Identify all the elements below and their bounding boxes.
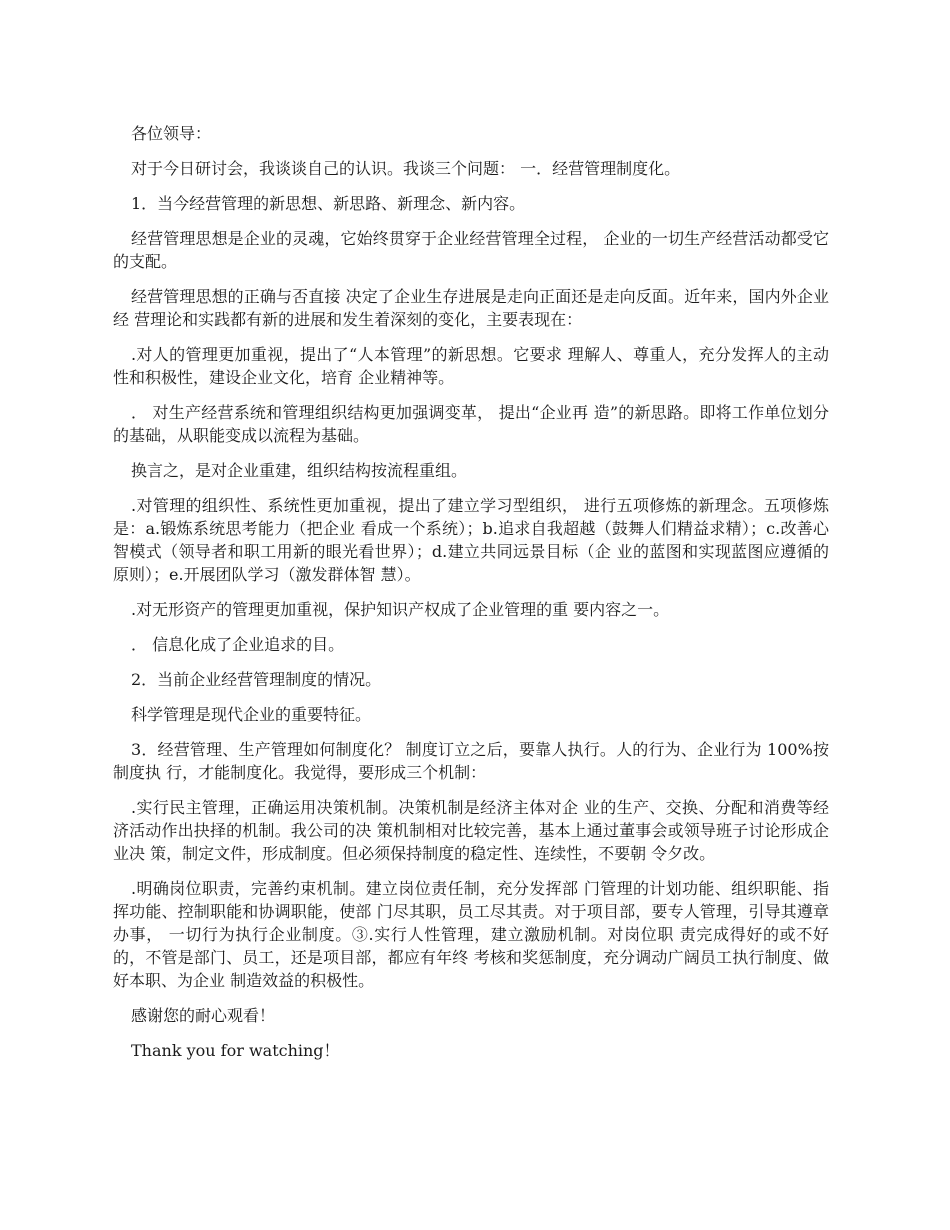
section-1-heading: 1．当今经营管理的新思想、新思路、新理念、新内容。 xyxy=(131,194,526,213)
list-item: .对管理的组织性、系统性更加重视，提出了建立学习型组织， 进行五项修炼的新理念。五项修炼是：a.锻炼系统思考能力（把企业 看成一个系统）；b.追求自我超越（鼓舞人们精益求精）；c.改善心 智模式（领导者和职工用新的眼光看世界）；d.建立共同远景目标（企 业的蓝图和实现蓝图应遵循的原则）；e.开展团队学习（激发群体智 慧）。 xyxy=(113,496,829,584)
closing-thanks-english: Thank you for watching！ xyxy=(131,1041,340,1060)
intro-paragraph: 对于今日研讨会，我谈谈自己的认识。我谈三个问题： 一．经营管理制度化。 xyxy=(131,159,681,178)
section-3-heading: 3．经营管理、生产管理如何制度化？ 制度订立之后，要靠人执行。人的行为、企业行为 100%按制度执 行，才能制度化。我觉得，要形成三个机制： xyxy=(113,740,829,782)
list-item: .对无形资产的管理更加重视，保护知识产权成了企业管理的重 要内容之一。 xyxy=(131,600,670,619)
list-item: .实行民主管理，正确运用决策机制。决策机制是经济主体对企 业的生产、交换、分配和消费等经济活动作出抉择的机制。我公司的决 策机制相对比较完善，基本上通过董事会或领导班子讨论形成企业决 策，制定文件，形成制度。但必须保持制度的稳定性、连续性，不要朝 令夕改。 xyxy=(113,798,829,863)
body-paragraph: 经营管理思想的正确与否直接 决定了企业生存进展是走向正面还是走向反面。近年来，国内外企业经 营理论和实践都有新的进展和发生着深刻的变化，主要表现在： xyxy=(113,287,829,329)
document-body xyxy=(113,122,829,1074)
section-2-heading: 2．当前企业经营管理制度的情况。 xyxy=(131,670,382,689)
body-paragraph: 换言之，是对企业重建，组织结构按流程重组。 xyxy=(131,461,468,480)
list-item: .对人的管理更加重视，提出了“人本管理”的新思想。它要求 理解人、尊重人，充分发挥人的主动性和积极性，建设企业文化，培育 企业精神等。 xyxy=(113,345,829,387)
body-paragraph: 科学管理是现代企业的重要特征。 xyxy=(131,705,372,724)
closing-thanks-chinese: 感谢您的耐心观看！ xyxy=(131,1006,276,1025)
list-item: .明确岗位职责，完善约束机制。建立岗位责任制，充分发挥部 门管理的计划功能、组织职能、指挥功能、控制职能和协调职能，使部 门尽其职，员工尽其责。对于项目部，要专人管理，引导其遵章办事， 一切行为执行企业制度。③.实行人性管理，建立激励机制。对岗位职 责完成得好的或不好的，不管是部门、员工，还是项目部，都应有年终 考核和奖惩制度，充分调动广阔员工执行制度、做好本职、为企业 制造效益的积极性。 xyxy=(113,879,829,990)
body-paragraph: 经营管理思想是企业的灵魂，它始终贯穿于企业经营管理全过程， 企业的一切生产经营活动都受它的支配。 xyxy=(113,229,829,271)
list-item: ． 对生产经营系统和管理组织结构更加强调变革， 提出“企业再 造”的新思路。即将工作单位划分的基础，从职能变成以流程为基础。 xyxy=(113,403,829,445)
greeting: 各位领导： xyxy=(131,124,212,143)
list-item: ． 信息化成了企业追求的目。 xyxy=(131,635,345,654)
